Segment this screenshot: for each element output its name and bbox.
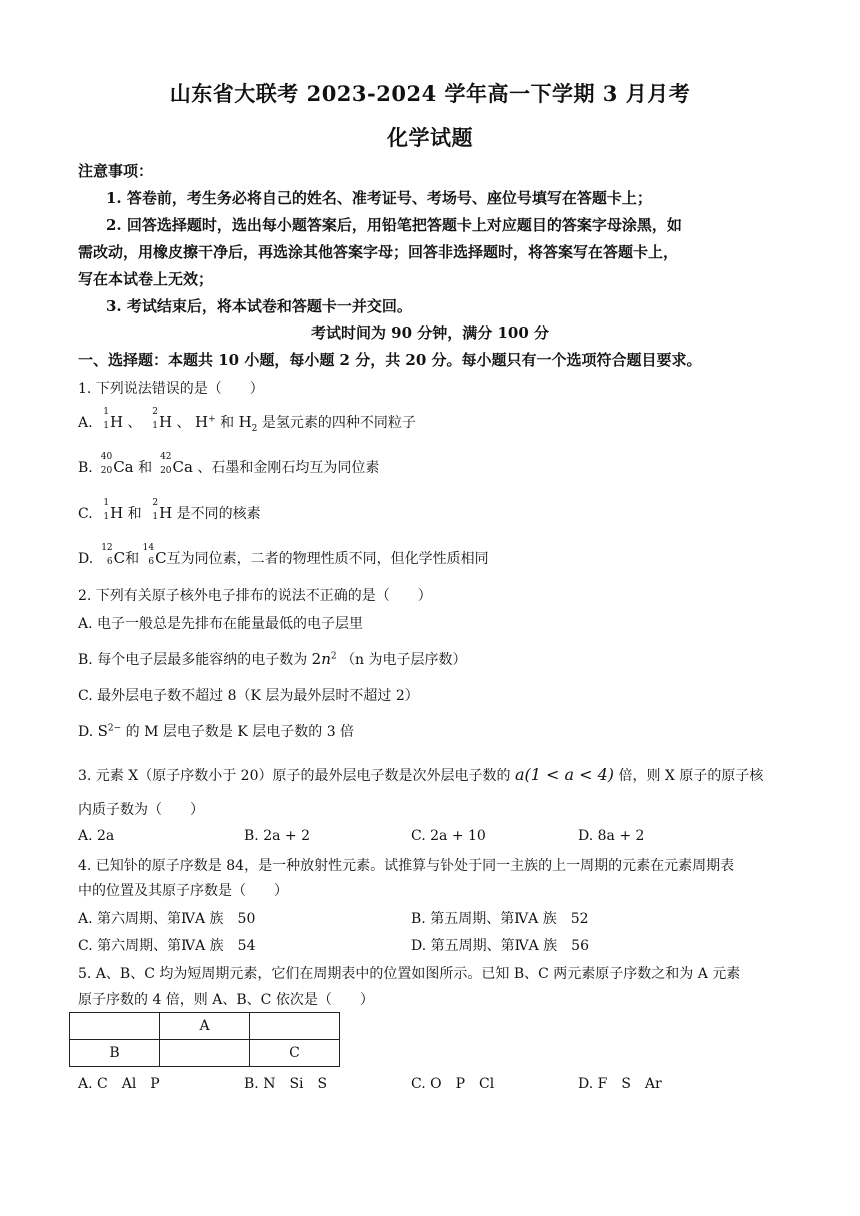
option-label: D.: [78, 724, 94, 740]
question-3-stem-line-1: [78, 765, 763, 785]
and-word: 和: [127, 506, 142, 522]
table-cell: C: [250, 1040, 340, 1067]
question-4-option-c: C. 第六周期、第ⅣA 族 54: [78, 938, 256, 954]
option-label: C.: [78, 506, 93, 522]
table-cell: [250, 1013, 340, 1040]
question-4-stem-line-1: 4. 已知钋的原子序数是 84，是一种放射性元素。试推算与钋处于同一主族的上一周期的元素在元素周期表: [78, 858, 735, 874]
question-4-option-b: B. 第五周期、第ⅣA 族 52: [411, 911, 589, 927]
option-label: D.: [78, 551, 94, 567]
question-4-option-d: D. 第五周期、第ⅣA 族 56: [411, 938, 589, 954]
question-5-stem-line-2: 原子序数的 4 倍，则 A、B、C 依次是（ ）: [78, 992, 374, 1008]
option-c-text: 是不同的核素: [176, 506, 261, 522]
question-3-option-b: B. 2a + 2: [244, 828, 310, 844]
question-1-option-a: A. 1 1 H 、 2 1 H 、 H+ 和 $H_2$ 是氢元素的四种不同粒子: [78, 407, 416, 434]
question-5-option-a: A. C Al P: [78, 1076, 160, 1092]
question-2-stem: 2. 下列有关原子核外电子排布的说法不正确的是（ ）: [78, 588, 432, 604]
option-b-text: 、石墨和金刚石均互为同位素: [197, 460, 380, 476]
option-a-text: 是氢元素的四种不同粒子: [261, 415, 416, 431]
stem-text-post: 倍，则 X 原子的原子核: [618, 768, 764, 784]
option-b-text-pre: B. 每个电子层最多能容纳的电子数为: [78, 652, 308, 668]
question-1-stem: 1. 下列说法错误的是（ ）: [78, 381, 264, 397]
and-word: 和: [138, 460, 153, 476]
question-1-option-b: B. 40 20 Ca 和 42 20 Ca 、石墨和金刚石均互为同位素: [78, 452, 380, 476]
question-2-option-c: C. 最外层电子数不超过 8（K 层为最外层时不超过 2）: [78, 688, 419, 704]
question-3-option-c: C. 2a + 10: [411, 828, 486, 844]
table-cell: B: [70, 1040, 160, 1067]
question-4-stem-line-2: 中的位置及其原子序数是（ ）: [78, 883, 288, 899]
question-5-stem-line-1: 5. A、B、C 均为短周期元素，它们在周期表中的位置如图所示。已知 B、C 两元素原子序数之和为 A 元素: [78, 966, 741, 982]
exam-time: 考试时间为 90 分钟，满分 100 分: [310, 324, 550, 342]
question-5-option-b: B. N Si S: [244, 1076, 328, 1092]
table-cell: [70, 1013, 160, 1040]
stem-math: a(1 < a < 4): [514, 765, 615, 784]
question-1-option-d: D. 12 6 C和 14 6 C互为同位素，二者的物理性质不同，但化学性质相同: [78, 543, 489, 567]
question-4-option-a: A. 第六周期、第ⅣA 族 50: [78, 911, 256, 927]
notice-item-2-line-2: 需改动，用橡皮擦干净后，再选涂其他答案字母；回答非选择题时，将答案写在答题卡上，: [78, 243, 679, 261]
notice-item-3: 3. 考试结束后，将本试卷和答题卡一并交回。: [106, 297, 412, 315]
exam-subtitle: 化学试题: [387, 125, 473, 150]
notice-item-2-line-3: 写在本试卷上无效；: [78, 270, 214, 288]
notice-heading: 注意事项：: [78, 162, 154, 180]
question-3-stem-line-2: 内质子数为（ ）: [78, 802, 204, 818]
question-3-option-a: A. 2a: [78, 828, 115, 844]
table-cell: [160, 1040, 250, 1067]
question-1-option-c: C. 1 1 H 和 2 1 H 是不同的核素: [78, 498, 261, 522]
exam-title: 山东省大联考 2023-2024 学年高一下学期 3 月月考: [169, 81, 691, 106]
option-d-text: 互为同位素，二者的物理性质不同，但化学性质相同: [166, 551, 489, 567]
question-5-option-d: D. F S Ar: [578, 1076, 662, 1092]
question-2-option-b: B. 每个电子层最多能容纳的电子数为 $2n^2$ （n 为电子层序数）: [78, 650, 467, 668]
option-d-text: 的 M 层电子数是 K 层电子数的 3 倍: [125, 724, 355, 740]
option-label: A.: [78, 415, 93, 431]
table-row: [70, 1040, 340, 1067]
option-b-text-post: （n 为电子层序数）: [341, 652, 467, 668]
question-5-option-c: C. O P Cl: [411, 1076, 495, 1092]
table-row: [70, 1013, 340, 1040]
stem-text-pre: 3. 元素 X（原子序数小于 20）原子的最外层电子数是次外层电子数的: [78, 768, 511, 784]
periodic-position-table: [69, 1012, 340, 1067]
question-2-option-d: D. $S^{2-}$ 的 M 层电子数是 K 层电子数的 3 倍: [78, 722, 355, 740]
table-cell: A: [160, 1013, 250, 1040]
option-label: B.: [78, 460, 93, 476]
section-1-heading: 一、选择题：本题共 10 小题，每小题 2 分，共 20 分。每小题只有一个选项符合题目要求。: [78, 351, 702, 369]
question-2-option-a: A. 电子一般总是先排布在能量最低的电子层里: [78, 616, 364, 632]
question-3-option-d: D. 8a + 2: [578, 828, 645, 844]
and-word: 和: [125, 551, 140, 567]
notice-item-1: 1. 答卷前，考生务必将自己的姓名、准考证号、考场号、座位号填写在答题卡上；: [106, 189, 652, 207]
notice-item-2-line-1: 2. 回答选择题时，选出每小题答案后，用铅笔把答题卡上对应题目的答案字母涂黑，如: [106, 216, 682, 234]
